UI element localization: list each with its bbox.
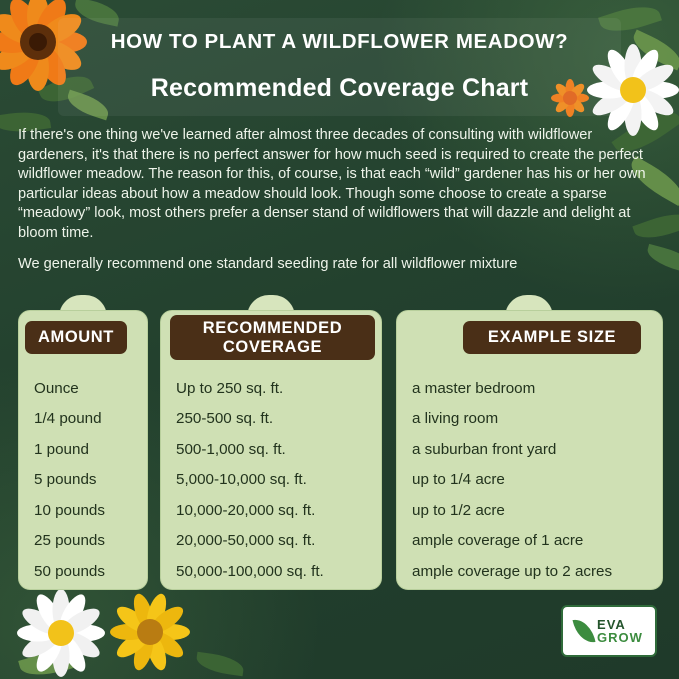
column-header-coverage: RECOMMENDED COVERAGE [170,315,375,360]
column-list-example [396,373,663,587]
list-item: a master bedroom [412,379,536,397]
brand-name-line1: EVA [597,617,626,632]
column-list-coverage [160,373,382,587]
list-item: 250-500 sq. ft. [176,410,274,428]
leaf-logo-icon [573,616,596,645]
list-item: 50,000-100,000 sq. ft. [176,562,324,580]
list-item: 25 pounds [34,532,105,550]
page-title: HOW TO PLANT A WILDFLOWER MEADOW? [110,30,569,53]
list-item: a suburban front yard [412,440,557,458]
list-item: 20,000-50,000 sq. ft. [176,532,316,550]
list-item: Ounce [34,379,79,397]
yellow-flower-icon [108,590,192,674]
list-item: up to 1/4 acre [412,471,505,489]
list-item: up to 1/2 acre [412,501,505,519]
list-item: a living room [412,410,499,428]
column-header-amount: AMOUNT [25,321,127,354]
recommendation-paragraph: We generally recommend one standard seeding rate for all wildflower mixture [18,256,518,272]
brand-name-line2: GROW [597,630,643,645]
list-item: 10,000-20,000 sq. ft. [176,501,316,519]
intro-paragraph: If there's one thing we've learned after almost three decades of consulting with wildflower gardeners, it's that there is no perfect answer for how much seed is required to create the perfect wildflower meadow. The reason for this, of course, is that each “wild” gardener has his or her own particular ideas about how a meadow should look. Though some choose to create a sparse “meadowy” look, most others prefer a denser stand of wildflowers that will dazzle and delight at bloom time. [18,127,646,241]
white-daisy-icon [14,586,108,679]
list-item: 10 pounds [34,501,105,519]
brand-logo-text [597,618,643,644]
list-item: 1/4 pound [34,410,102,428]
leaf-decoration-icon [195,652,245,677]
list-item: 1 pound [34,440,89,458]
column-header-example: EXAMPLE SIZE [463,321,641,354]
list-item: 5,000-10,000 sq. ft. [176,471,307,489]
column-list-amount [18,373,148,587]
list-item: 500-1,000 sq. ft. [176,440,286,458]
brand-logo [561,605,657,657]
page-subtitle: Recommended Coverage Chart [150,74,529,102]
list-item: Up to 250 sq. ft. [176,379,284,397]
list-item: ample coverage of 1 acre [412,532,584,550]
list-item: 5 pounds [34,471,97,489]
list-item: 50 pounds [34,562,105,580]
list-item: ample coverage up to 2 acres [412,562,613,580]
